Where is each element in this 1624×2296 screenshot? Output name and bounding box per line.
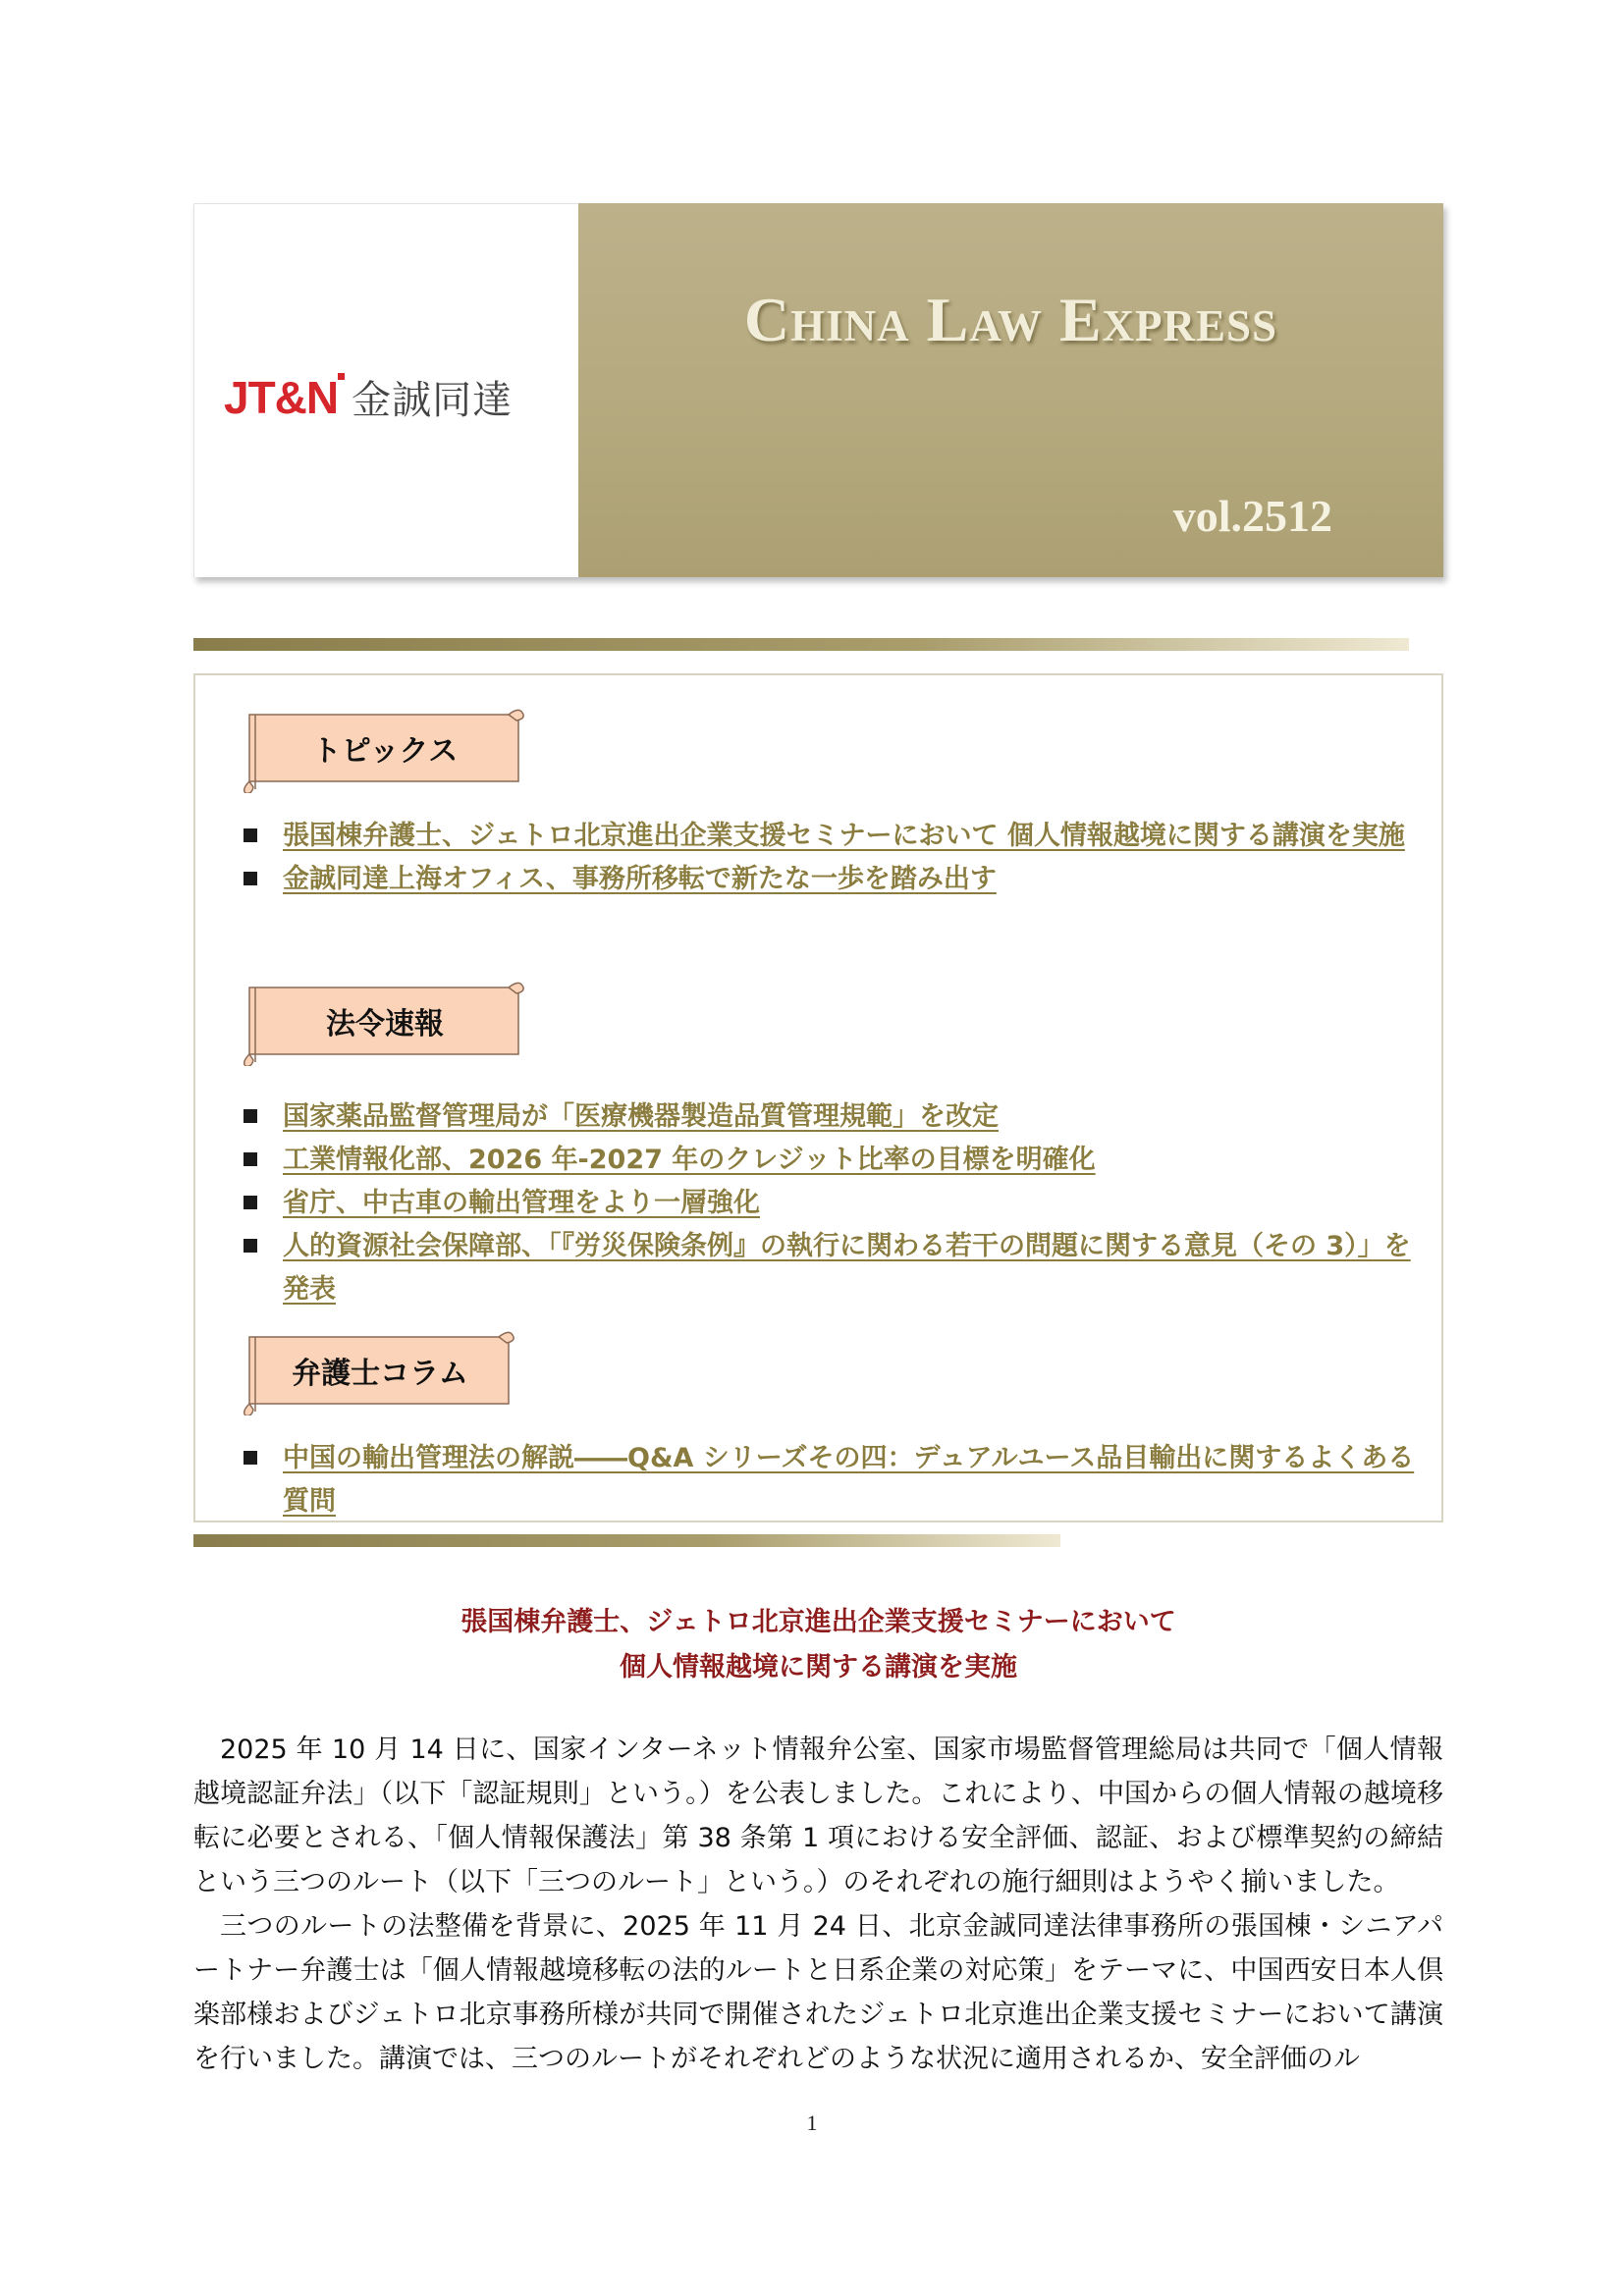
divider-top	[193, 638, 1409, 651]
list-item	[244, 1437, 1422, 1523]
list-item	[244, 1139, 1422, 1182]
list-item	[244, 1095, 1422, 1139]
square-bullet-icon	[244, 1451, 257, 1465]
toc-link[interactable]: 省庁、中古車の輸出管理をより一層強化	[283, 1188, 760, 1218]
list-item	[244, 815, 1422, 858]
article-body	[193, 1728, 1443, 2081]
article-title-line: 個人情報越境に関する講演を実施	[620, 1652, 1017, 1682]
section-label: トピックス	[311, 734, 459, 769]
topics-list	[244, 815, 1422, 901]
paragraph: 2025 年 10 月 14 日に、国家インターネット情報弁公室、国家市場監督管理総局は共同で「個人情報越境認証弁法」（以下「認証規則」という。）を公表しました。これにより、中国からの個人情報の越境移転に必要とされる、「個人情報保護法」第 38 条第 1 項における安全評価、認証、および標準契約の締結という三つのルート（以下「三つのルート」という。）のそれぞれの施行細則はようやく揃いました。	[193, 1735, 1443, 1897]
paragraph: 三つのルートの法整備を背景に、2025 年 11 月 24 日、北京金誠同達法律事務所の張国棟・シニアパートナー弁護士は「個人情報越境移転の法的ルートと日系企業の対応策」をテーマに、中国西安日本人倶楽部様およびジェトロ北京事務所様が共同で開催されたジェトロ北京進出企業支援セミナーにおいて講演を行いました。講演では、三つのルートがそれぞれどのような状況に適用されるか、安全評価のル	[193, 1911, 1443, 2074]
toc-link[interactable]: 張国棟弁護士、ジェトロ北京進出企業支援セミナーにおいて 個人情報越境に関する講演を実施	[283, 821, 1405, 851]
square-bullet-icon	[244, 1152, 257, 1166]
section-heading-topics	[242, 703, 528, 781]
logo-text: JT&N	[224, 371, 339, 423]
list-item	[244, 1182, 1422, 1225]
list-item	[244, 1225, 1422, 1311]
page-number: 1	[806, 2110, 818, 2135]
square-bullet-icon	[244, 1196, 257, 1209]
section-label: 法令速報	[326, 1007, 444, 1041]
square-bullet-icon	[244, 1109, 257, 1123]
section-heading-lawyer-column	[242, 1325, 518, 1404]
toc-link[interactable]: 人的資源社会保障部、「『労災保険条例』の執行に関わる若干の問題に関する意見（その 3）」を発表	[283, 1231, 1411, 1305]
article-title-line: 張国棟弁護士、ジェトロ北京進出企業支援セミナーにおいて	[460, 1607, 1176, 1637]
section-label: 弁護士コラム	[292, 1357, 468, 1391]
law-updates-list	[244, 1095, 1422, 1311]
divider-bottom	[193, 1534, 1060, 1547]
lawyer-column-list	[244, 1437, 1422, 1523]
header-banner	[193, 203, 1443, 577]
toc-link[interactable]: 金誠同達上海オフィス、事務所移転で新たな一歩を踏み出す	[283, 864, 997, 894]
square-bullet-icon	[244, 872, 257, 885]
logo-panel	[193, 203, 578, 577]
toc-link[interactable]: 工業情報化部、2026 年-2027 年のクレジット比率の目標を明確化	[283, 1145, 1096, 1175]
square-bullet-icon	[244, 828, 257, 842]
toc-link[interactable]: 国家薬品監督管理局が「医療機器製造品質管理規範」を改定	[283, 1101, 999, 1132]
firm-logo	[224, 369, 513, 425]
article-title	[193, 1600, 1443, 1690]
table-of-contents	[193, 673, 1443, 1522]
newsletter-title: China Law Express	[743, 285, 1278, 354]
title-panel	[578, 203, 1443, 577]
toc-link[interactable]: 中国の輸出管理法の解説――Q&A シリーズその四：デュアルユース品目輸出に関するよくある質問	[283, 1443, 1415, 1517]
logo-chinese: 金誠同達	[352, 378, 514, 423]
volume-number: vol.2512	[1172, 491, 1332, 541]
list-item	[244, 858, 1422, 901]
section-heading-law-updates	[242, 976, 528, 1054]
square-bullet-icon	[244, 1239, 257, 1253]
